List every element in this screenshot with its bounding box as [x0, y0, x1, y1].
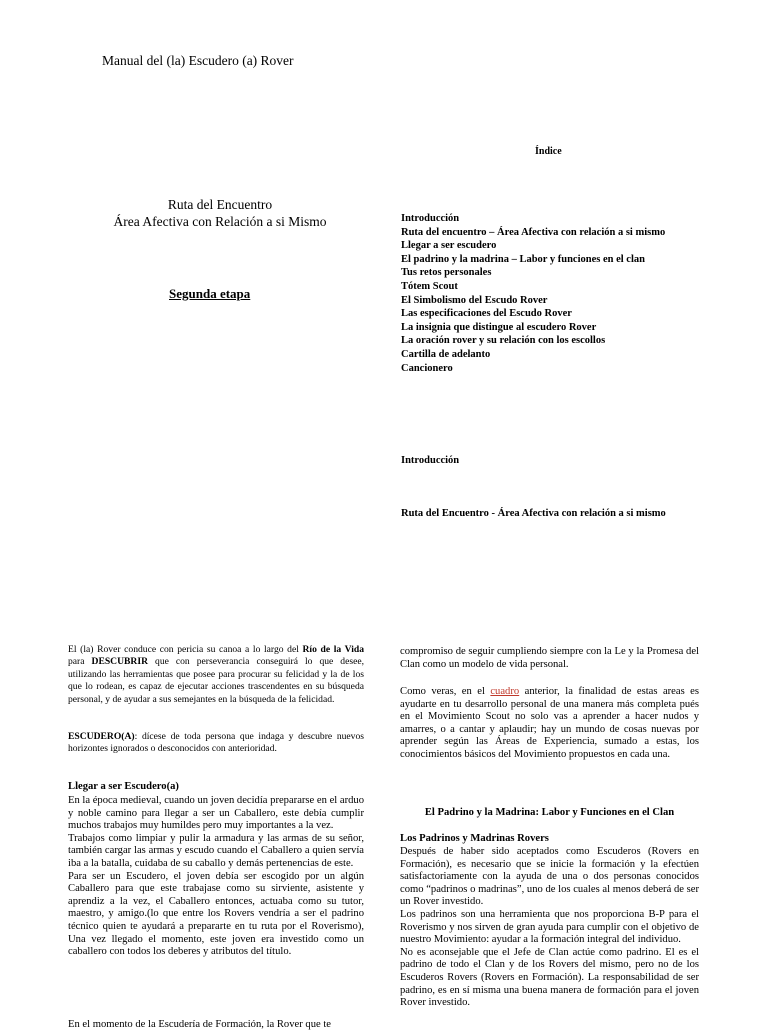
padrinos-paragraph: Después de haber sido aceptados como Escuderos (Rovers en Formación), es necesario que se inicie la formación y la efectúen satisfactoriamente con la ayuda de una o dos personas conocidos como “padrinos o madrinas”, uno de los cuales al menos deberá de ser un Rover investido.	[400, 846, 699, 908]
index-heading: Índice	[535, 146, 562, 157]
toc-item[interactable]: Llegar a ser escudero	[401, 240, 497, 252]
toc-item[interactable]: Cartilla de adelanto	[401, 348, 491, 360]
llegar-paragraph: En la época medieval, cuando un joven decidía prepararse en el arduo y noble camino para llegar a ser un Caballero, este debía cumplir muchos trabajos muy humildes pero muy importantes a la vez.	[68, 795, 364, 832]
toc-item[interactable]: La oración rover y su relación con los escollos	[401, 335, 606, 347]
compromiso-paragraph: compromiso de seguir cumpliendo siempre con la Le y la Promesa del Clan como un modelo de vida personal.	[400, 646, 699, 670]
padrinos-paragraph: Los padrinos son una herramienta que nos proporciona B-P para el Roverismo y nos sirven de gran ayuda para cumplir con el objetivo de nuestro Movimiento: ayudar a la formación integral del individuo.	[400, 908, 699, 946]
ruta-title-line2: Área Afectiva con Relación a si Mismo	[113, 214, 327, 229]
ruta-title-line1: Ruta del Encuentro	[167, 197, 273, 212]
cuadro-paragraph: Como veras, en el cuadro anterior, la finalidad de estas areas es ayudarte en tu desarrollo personal de una manera más completa pués en el Movimiento Scout no solo vas a aprender a hacer nudos y amarres, o a cantar y aplaudir; hay un mundo de cosas nuevas por aprender según las Áreas de Experiencia, sumado a estas, los conocimientos básicos del Movimiento propuestos en cada una.	[400, 686, 699, 760]
llegar-body	[68, 795, 364, 959]
llegar-paragraph: Para ser un Escudero, el joven debía ser escogido por un algún Caballero para que este trabajase como su sirviente, asistente y aprendiz a la vez, el Caballero entonces, actuaba como su tutor, maestro, y amigo.(lo que entre los Rovers vendría a ser el padrino técnico quien te ayudará a prepararte en tu ruta por el Roverismo), Una vez llegado el momento, este joven era investido como un caballero con todos los deberes y atributos del título.	[68, 870, 364, 958]
toc-item[interactable]: Introducción	[401, 213, 460, 224]
intro-heading: Introducción	[401, 455, 460, 466]
padrinos-subheading: Los Padrinos y Madrinas Rovers	[400, 833, 549, 844]
padrinos-body	[400, 846, 699, 1024]
table-of-contents	[401, 212, 731, 375]
cuadro-link[interactable]: cuadro	[490, 686, 520, 697]
toc-item[interactable]: El Simbolismo del Escudo Rover	[401, 294, 548, 306]
intro-paragraph: El (la) Rover conduce con pericia su canoa a lo largo del Río de la Vida para DESCUBRIR que con perseverancia conseguirá lo que desee, utilizando las herramientas que posee para procurar su felicidad y la de los que lo rodean, es capaz de ejecutar acciones trascendentes en su búsqueda personal, y de ayudar a sus semejantes en la búsqueda de la felicidad.	[68, 644, 364, 705]
ruta-title-block	[70, 196, 370, 230]
toc-item[interactable]: Las especificaciones del Escudo Rover	[401, 308, 572, 320]
toc-item[interactable]: El padrino y la madrina – Labor y funciones en el clan	[401, 253, 645, 265]
toc-item[interactable]: La insignia que distingue al escudero Rover	[401, 321, 597, 333]
toc-item[interactable]: Tótem Scout	[401, 280, 458, 292]
escudero-definition: ESCUDERO(A): dícese de toda persona que indaga y descubre nuevos horizontes ignorados o desconocidos con anterioridad.	[68, 731, 364, 755]
toc-item[interactable]: Cancionero	[401, 362, 453, 374]
padrinos-paragraph: No es aconsejable que el Jefe de Clan actúe como padrino. El es el padrino de todo el Clan y de los Rovers del mismo, pero no de los Escuderos Rovers (Rovers en Formación). La responsabilidad de ser padrino, es en sí misma una buena manera de formación para el joven Rover investido.	[400, 946, 699, 1009]
ruta-section-heading: Ruta del Encuentro - Área Afectiva con relación a si mismo	[401, 508, 666, 519]
llegar-heading: Llegar a ser Escudero(a)	[68, 781, 179, 792]
stage-title: Segunda etapa	[169, 286, 251, 301]
llegar-paragraph: Trabajos como limpiar y pulir la armadura y las armas de su señor, también cargar las armas y escudo cuando el Caballero a quien servía iba a la batalla, cuidaba de su caballo y demás pertenencias de este.	[68, 832, 364, 869]
document-title: Manual del (la) Escudero (a) Rover	[102, 53, 294, 68]
toc-item[interactable]: Tus retos personales	[401, 267, 492, 279]
padrino-heading: El Padrino y la Madrina: Labor y Funciones en el Clan	[424, 807, 675, 818]
cut-off-line: En el momento de la Escudería de Formación, la Rover que te	[68, 1019, 331, 1030]
toc-item[interactable]: Ruta del encuentro – Área Afectiva con relación a si mismo	[401, 226, 666, 238]
